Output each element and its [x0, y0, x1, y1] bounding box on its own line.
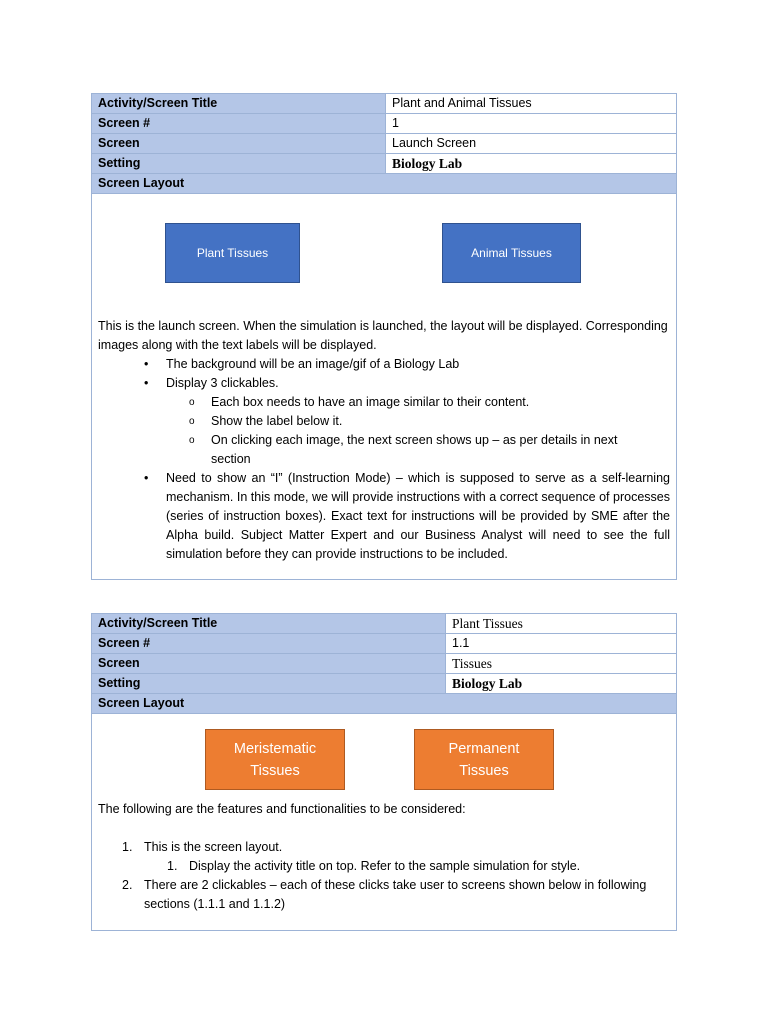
- list-item: [98, 374, 670, 393]
- row-label: Activity/Screen Title: [92, 614, 446, 633]
- intro-paragraph: This is the launch screen. When the simulation is launched, the layout will be displayed. Corresponding images along with the text labels will be displayed.: [98, 319, 668, 352]
- item-number: 1.: [122, 840, 133, 854]
- screen-layout-header: Screen Layout: [92, 694, 676, 714]
- screen-layout-header: Screen Layout: [92, 174, 676, 194]
- row-value: Plant Tissues: [452, 616, 523, 631]
- sub-list-item-text: Each box needs to have an image similar to their content.: [211, 395, 530, 409]
- circle-bullet-icon: o: [189, 416, 195, 427]
- row-value: Biology Lab: [392, 156, 463, 171]
- sub-list-item: [98, 393, 670, 412]
- numbered-item: [98, 876, 658, 914]
- circle-bullet-icon: o: [189, 397, 195, 408]
- item-text: There are 2 clickables – each of these clicks take user to screens shown below in following sections (1.1.1 and 1.1.2): [144, 878, 647, 911]
- row-screen: [92, 134, 676, 154]
- row-screen-number: [92, 634, 676, 654]
- row-value: 1: [392, 116, 399, 130]
- numbered-subitem: [98, 857, 658, 876]
- bullet-icon: •: [144, 376, 149, 390]
- plant-tissues-button[interactable]: Plant Tissues: [165, 223, 300, 283]
- row-label: Screen: [92, 134, 386, 153]
- list-item-text: The background will be an image/gif of a Biology Lab: [166, 357, 460, 371]
- animal-tissues-button[interactable]: Animal Tissues: [442, 223, 581, 283]
- list-item: [98, 469, 670, 564]
- permanent-tissues-button[interactable]: [414, 729, 554, 790]
- row-setting: [92, 154, 676, 174]
- row-value: 1.1: [452, 636, 470, 650]
- features-description: [98, 800, 658, 914]
- list-item: [98, 355, 670, 374]
- button-line: Tissues: [459, 762, 509, 779]
- sub-list-item: [98, 431, 670, 469]
- row-value: Biology Lab: [452, 676, 523, 691]
- launch-description: [98, 317, 670, 564]
- circle-bullet-icon: o: [189, 435, 195, 446]
- row-label: Screen #: [92, 114, 386, 133]
- subitem-text: Display the activity title on top. Refer to the sample simulation for style.: [189, 859, 581, 873]
- row-setting: [92, 674, 676, 694]
- item-number: 2.: [122, 878, 133, 892]
- numbered-item: [98, 838, 658, 857]
- list-item-text: Display 3 clickables.: [166, 376, 279, 390]
- screen-layout-body: [92, 714, 676, 930]
- button-line: Permanent: [448, 740, 520, 757]
- list-item-text: Need to show an “I” (Instruction Mode) – which is supposed to serve as a self-learning mechanism. In this mode, we will provide instructions with a correct sequence of processes (series of instruction boxes). Exact text for instructions will be provided by SME after the Alpha build. Subject Matter Expert and our Business Analyst will need to see the full simulation before they can provide instructions to be included.: [166, 471, 670, 561]
- row-label: Setting: [92, 674, 446, 693]
- row-value: Tissues: [452, 656, 493, 671]
- sub-list-item-text: Show the label below it.: [211, 414, 343, 428]
- sub-list-item: [98, 412, 670, 431]
- row-label: Screen: [92, 654, 446, 673]
- bullet-icon: •: [144, 357, 149, 371]
- spec-table-1: [91, 93, 677, 580]
- bullet-icon: •: [144, 471, 149, 485]
- row-screen: [92, 654, 676, 674]
- item-text: This is the screen layout.: [144, 840, 283, 854]
- row-label: Setting: [92, 154, 386, 173]
- subitem-number: 1.: [167, 859, 178, 873]
- intro-paragraph: The following are the features and functionalities to be considered:: [98, 802, 466, 816]
- button-line: Meristematic: [233, 740, 317, 757]
- spec-table-2: [91, 613, 677, 931]
- row-title: [92, 94, 676, 114]
- meristematic-tissues-button[interactable]: [205, 729, 345, 790]
- screen-layout-body: [92, 194, 676, 580]
- row-label: Screen #: [92, 634, 446, 653]
- row-value: Launch Screen: [392, 136, 477, 150]
- row-title: [92, 614, 676, 634]
- row-label: Activity/Screen Title: [92, 94, 386, 113]
- row-value: Plant and Animal Tissues: [392, 96, 532, 110]
- button-line: Tissues: [250, 762, 300, 779]
- sub-list-item-text: On clicking each image, the next screen shows up – as per details in next section: [211, 433, 618, 466]
- row-screen-number: [92, 114, 676, 134]
